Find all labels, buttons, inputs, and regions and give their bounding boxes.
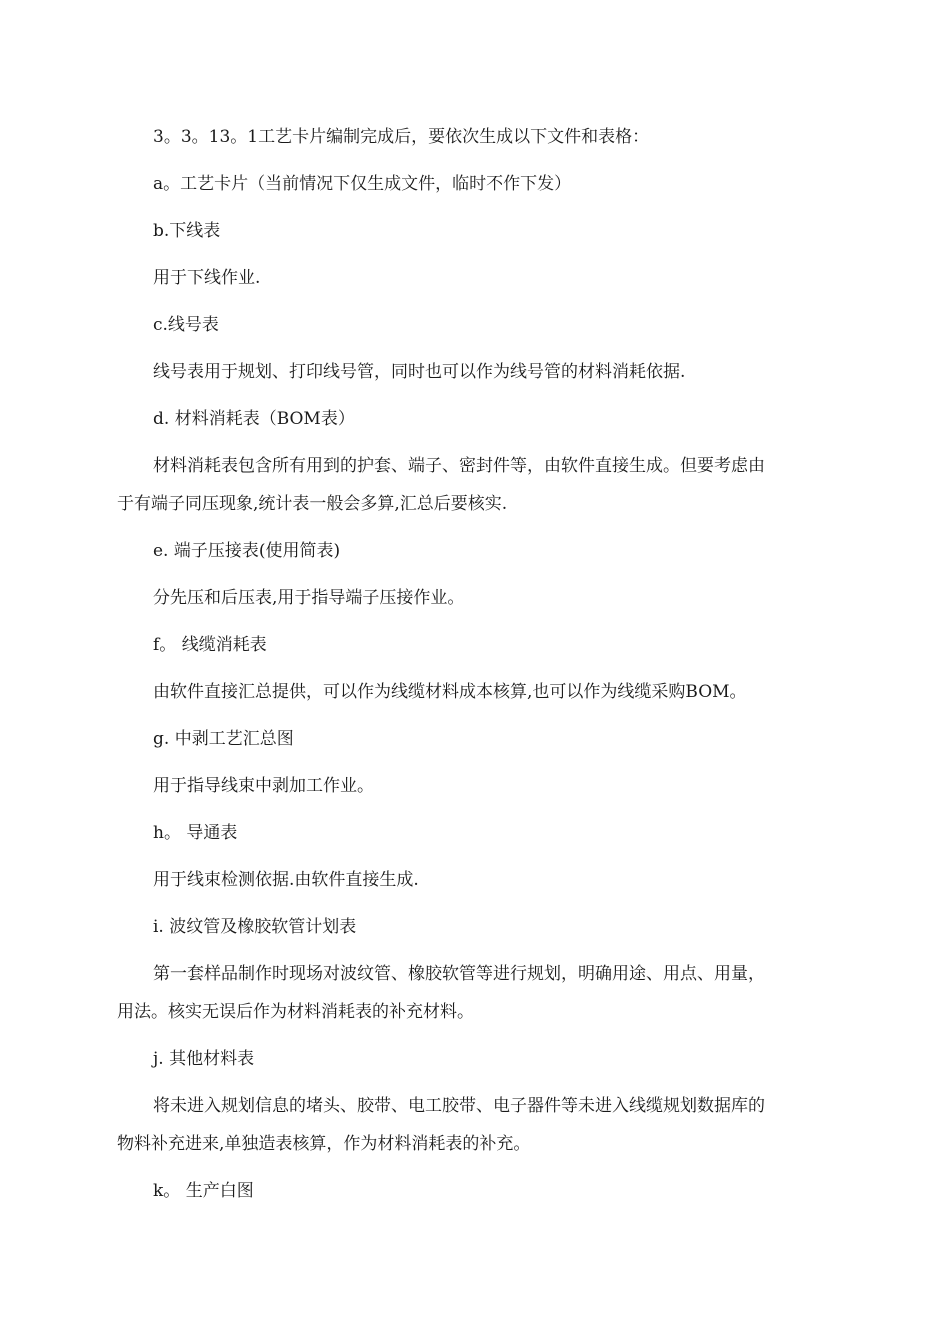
item-g-description: 用于指导线束中剥加工作业。: [153, 776, 374, 796]
item-e-crimping-list: e. 端子压接表(使用简表): [153, 541, 341, 561]
item-b-cutting-list: b.下线表: [153, 221, 221, 241]
item-e-description: 分先压和后压表,用于指导端子压接作业。: [153, 588, 465, 608]
section-heading-3-3-13-1: 3。3。13。1工艺卡片编制完成后，要依次生成以下文件和表格：: [153, 127, 650, 147]
item-i-description-line-2: 用法。核实无误后作为材料消耗表的补充材料。: [117, 1002, 474, 1022]
item-k-production-white-drawing: k。 生产白图: [153, 1181, 254, 1201]
item-j-other-materials-list: j. 其他材料表: [153, 1049, 255, 1069]
item-j-description-line-1: 将未进入规划信息的堵头、胶带、电工胶带、电子器件等未进入线缆规划数据库的: [153, 1096, 765, 1116]
item-c-description: 线号表用于规划、打印线号管，同时也可以作为线号管的材料消耗依据.: [153, 362, 686, 382]
item-i-conduit-hose-plan: i. 波纹管及橡胶软管计划表: [153, 917, 357, 937]
item-h-continuity-list: h。 导通表: [153, 823, 238, 843]
item-f-description: 由软件直接汇总提供，可以作为线缆材料成本核算,也可以作为线缆采购BOM。: [153, 682, 747, 702]
item-j-description-line-2: 物料补充进来,单独造表核算，作为材料消耗表的补充。: [117, 1134, 531, 1154]
item-d-description-line-2: 于有端子同压现象,统计表一般会多算,汇总后要核实.: [117, 494, 508, 514]
item-h-description: 用于线束检测依据.由软件直接生成.: [153, 870, 419, 890]
item-i-description-line-1: 第一套样品制作时现场对波纹管、橡胶软管等进行规划，明确用途、用点、用量，: [153, 964, 765, 984]
item-a-process-card: a。工艺卡片（当前情况下仅生成文件，临时不作下发）: [153, 174, 572, 194]
item-f-cable-consumption-list: f。 线缆消耗表: [153, 635, 267, 655]
item-g-mid-strip-diagram: g. 中剥工艺汇总图: [153, 729, 294, 749]
item-b-description: 用于下线作业.: [153, 268, 261, 288]
item-d-description-line-1: 材料消耗表包含所有用到的护套、端子、密封件等，由软件直接生成。但要考虑由: [153, 456, 765, 476]
item-d-bom-list: d. 材料消耗表（BOM表）: [153, 409, 355, 429]
item-c-wire-number-list: c.线号表: [153, 315, 219, 335]
